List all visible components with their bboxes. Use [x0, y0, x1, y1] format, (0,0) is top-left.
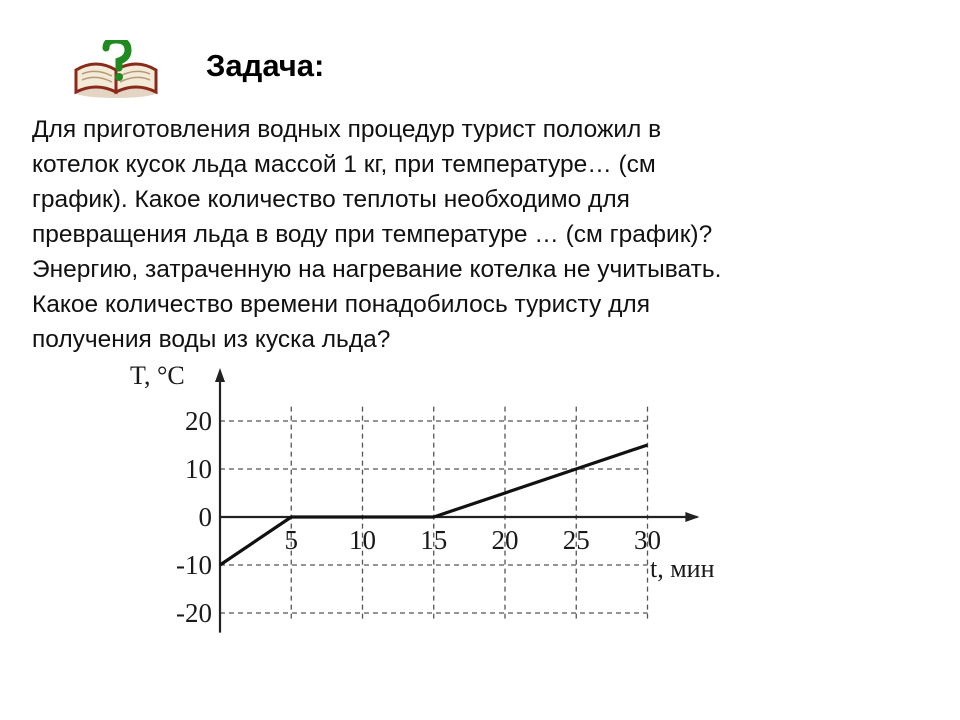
y-tick-label: -10: [176, 550, 212, 580]
y-tick-label: -20: [176, 598, 212, 628]
y-axis-label: T, °C: [130, 361, 185, 390]
problem-line: Энергию, затраченную на нагревание котелка не учитывать.: [32, 256, 722, 283]
x-tick-label: 15: [420, 525, 448, 555]
problem-line: Для приготовления водных процедур турист положил в: [32, 116, 662, 143]
chart-axes: [215, 368, 699, 633]
problem-line: график). Какое количество теплоты необходимо для: [32, 186, 630, 213]
y-tick-label: 0: [198, 502, 212, 532]
y-tick-label: 20: [185, 406, 212, 436]
temperature-time-chart: [110, 348, 750, 648]
x-axis-arrow: [685, 512, 699, 522]
problem-line: получения воды из куска льда?: [32, 326, 391, 353]
problem-statement: [32, 112, 932, 357]
page-title: Задача:: [206, 48, 325, 83]
problem-line: Какое количество времени понадобилось туристу для: [32, 291, 650, 318]
problem-line: котелок кусок льда массой 1 кг, при температуре… (см: [32, 151, 656, 178]
problem-line: превращения льда в воду при температуре … (см график)?: [32, 221, 713, 248]
x-axis-label: t, мин: [650, 554, 715, 583]
chart-grid: [220, 407, 648, 623]
x-tick-label: 20: [491, 525, 519, 555]
x-tick-label: 25: [562, 525, 590, 555]
y-tick-label: 10: [185, 454, 212, 484]
open-book-question-icon: [70, 40, 162, 100]
x-tick-label: 30: [634, 525, 661, 555]
x-tick-label: 10: [349, 525, 376, 555]
y-axis-arrow: [215, 368, 225, 382]
x-tick-label: 5: [284, 525, 298, 555]
